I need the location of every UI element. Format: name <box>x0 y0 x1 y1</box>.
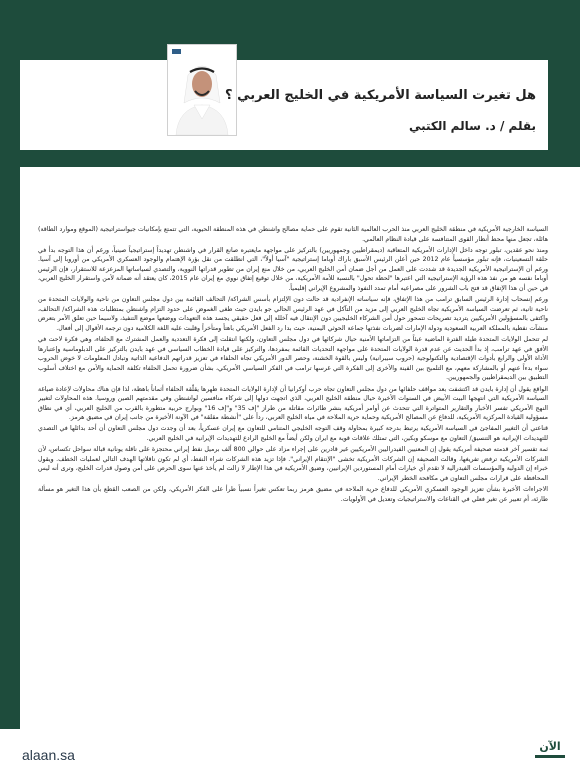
paragraph-5: الواقع يقول أن إدارة بايدن قد اكتشفت بعد مواقف حلفائها من دول مجلس التعاون تجاه حرب أوكرانيا أن لإدارة الولايات المتحدة ظهرها يقلّقة الحلفاء أثماناً باهظة، لذا فإن هناك محاولات لإعادة صياغة السياسة الأمريكية التي انتهجها البيت الأبيض في السنوات الأخيرة حيال منطقة الخليج العربي، الذي اتجهت دولها إلى شركاء منافسين لواشنطن وفي مقدمتهم الصين وروسيا. هذه المحاولات لتغيير النهج الأمريكي تفسر الأخبار والتقارير المتواترة التي تتحدث عن أوامر أمريكية بنشر طائرات مقاتلة من طراز "إف 35" و"إف 16" وبوارج حربية متطورة بالقرب من الخليج العربي، أي في نطاق مسؤولية القيادة المركزية الأمريكية، للدفاع عن المصالح الأمريكية وحماية حرية الملاحة في مياه الخليج العربي، رداً على "أنشطة مقلقة" في الآونة الأخيرة من جانب إيران في مضيق هرمز. <box>38 385 548 422</box>
paragraph-1: السياسة الخارجية الأمريكية في منطقة الخليج العربي منذ الحرب العالمية الثانية تقوم على حماية مصالح واشنطن في هذه المنطقة الحيوية، التي تتمتع بإمكانيات جيواستراتيجية (الموقع وموارد الطاقة) هائلة، تجعل منها محط أنظار القوى المتنافسة على قيادة النظام العالمي. <box>38 226 548 243</box>
article-title: هل تغيرت السياسة الأمريكية في الخليج العربي ؟ <box>225 88 536 103</box>
title-block <box>225 82 536 152</box>
paragraph-3: ورغم إنسحاب إدارة الرئيس السابق ترامب من هذا الإتفاق، فإنه سياساته الإنفرادية قد حالت دون الإلتزام بأسس الشراكة/ التحالف القائمة بين دول مجلس التعاون من ناحية والولايات المتحدة من ناحية ثانية، ثم تعرضت السياسة الأمريكية تجاه الخليج العربي إلى مزيد من التآكل في عهد الرئيس الحالي جو بايدن حيث طغى الغموض على حدود التزام واشنطن بمتطلبات هذه الشراكة/ التحالف، واكتفى بالمسؤولين الأمريكيين يترديد تصريحات تتمحور حول أمن الشركاء الخليجيين دون الإنتقال فيه آخللة إلى فعل حقيقي يجسد هذه التعهدات ووضعها موضع التنفيذ، ولاسيما حين تعلق الأمر بتعرض منشآت نفطية بالمملكة العربية السعودية ودولة الإمارات لضربات نفذتها جماعة الحوثي اليمنية، حيث بدا رد الفعل الأمريكي باهتاً ومتأخراً وقلبت عليه اللغة الكلامية دون ترجمة الأقوال إلى أفعال. <box>38 296 548 332</box>
brand-logo <box>530 740 570 766</box>
side-band <box>0 167 20 729</box>
paragraph-4: لم تتحمل الولايات المتحدة طيلة الفترة الماضية عبئاً من التزاماتها الأمنية حيال شركائها في دول مجلس التعاون، ولكنها انتقلت إلى فكرة التعددية والعمل المشترك مع الحلفاء، وهي فكرة لاحت في الأفق في عهد ترامب، إذ بدأ الحديث عن عدم قدرة الولايات المتحدة على مواجهة التحديات القائمة بمفردها، والتركيز على قيادة الخطاب السياسي في عهد بايدن بالتركيز على الدبلوماسية وإعتبارها الأداة الأولى والرابع بأدوات الإقتصادية والتكنولوجية (حروب سيبرانية) وليس بالقوة الخشنة، وحصر الدور الأمريكي تجاه الحلفاء في تعزيز قدراتهم الدفاعية الذاتية وتبادل المعلومات لا خوض الحروب سواء بدءاً عنهم أو بالمشاركة معهم، مع التلميح بين الفينة والأخرى إلى الفكرة التي غرسها ترامب في الفكر السياسي الأمريكي، بشأن ضرورة تحمل الحلفاء تكلفة الحماية والأمن مع اختلاف أسلوب التطبيق بين الديمقراطيين والجمهوريين. <box>38 336 548 382</box>
paragraph-6: قناعتي أن التغيير المفاجئ في السياسة الأمريكية يرتبط بدرجة كبيرة بمحاولة وقف التوجه الخليجي المتنامي للتعاون مع إيران عسكرياً، بعد أن وجدت دول مجلس التعاون أن أحد بدائلها في التصدي للتهديدات الإيرانية هو التنسيق/ التعاون مع موسكو وبكين، التي تمتلك علاقات قوية مع ايران ولكن أيضاً مع الخليج الرادع للتهديدات الإيرانية في الخليج العربي. <box>38 425 548 442</box>
author-byline: بقلم / د. سالم الكتبي <box>408 119 536 133</box>
logo-mark-icon <box>535 755 565 758</box>
photo-badge-icon <box>172 49 181 54</box>
logo-text: الآن <box>539 740 561 753</box>
paragraph-7: ثمة تفسير آخر قدمته صحيفة أمريكية يقول إن المعنيين الفيدراليين الأمريكيين غير قادرين على إجراء مزاد على حوالي 800 ألف برميل نفط إيراني محتجزة على ناقلة يونانية قبالة سواحل تكساس، لأن الشركات الأمريكية ترفض تفريغها، وقالت الصحيفة إن الشركات الأمريكية تخشى "الإنتقام الإيراني". فإذا تزيد هذه الشركات شراء النفط، أي لم تكون ناقلاتها الهدف التالي لعمليات الخطف. ويقول خبراء إن الدولية والمؤسسات الفيدرالية لا تقدم أي خيارات أمام المستوردين الإيرانيين، وضيق الأمريكية في هذا الإطار لا زالت لم يأخذ عنها سوى الحرص على أمن وصول قدرات الخليج، وترى أنه ليس المحافظة على قرارات مجلس التعاون في مكافحة الخطر الإيراني. <box>38 446 548 482</box>
paragraph-8: الاجراءات الأخيرة بشأن تعزيز الوجود العسكري الأمريكي للدفاع حرية الملاحة في مضيق هرمز ربما تعكس تغيراً نسبياً طرأ على الفكر الأمريكي، ولكن من الصعب القطع بأن هذا التغير هو مسألة طارئة، أم تعبير عن تغير فعلي في القناعات والاستراتيجيات وتعديل في الأولويات. <box>38 485 548 503</box>
page-footer <box>0 729 580 773</box>
article-body <box>38 225 548 725</box>
paragraph-2: ومنذ نحو عقدين، تبلور توجه داخل الإدارات الأمريكية المتعاقبة (ديمقراطيين وجمهوريين) بالتركيز على مواجهة مايعتبره صانع القرار في واشنطن تهديداً إستراتيجياً صينياً، ورغم أن هذا التوجه بدأ في حلقة التسعينيات، فإنه تبلور مؤسسياً عام 2012 حين أعلن الرئيس الأسبق باراك أوباما إستراتيجية "آسيا أولاً"، التي انطلقت من نقل بؤرة الإهتمام والوجود العسكري الأمريكي من أوروبا إلى آسيا. ورغم أن الإستراتيجية الأمريكية الجديدة قد شددت على العمل من أجل ضمان أمن الخليج العربي، من خلال منع إيران من تطوير قدراتها النووية، والتصدي لسياساتها المزعزعة للاستقرار، فإن الرئيس أوباما نفسه هو من نفذ هذه الرؤية الإستراتيجية التي اعتبرها "لحظة تحول" بالنسبة للأمة الأمريكية، من خلال توقيع إتفاق نووي مع إيران عام 2015، كان يعتقد أنه ضمانة لأمن واستقرار الخليج العربي، في حين أن هذا الإتفاق قد فتح باب الشرور على مصراعيه أمام تمدد النفوذ والمشروع الإيراني إقليمياً. <box>38 246 548 293</box>
site-link[interactable]: alaan.sa <box>22 747 75 763</box>
